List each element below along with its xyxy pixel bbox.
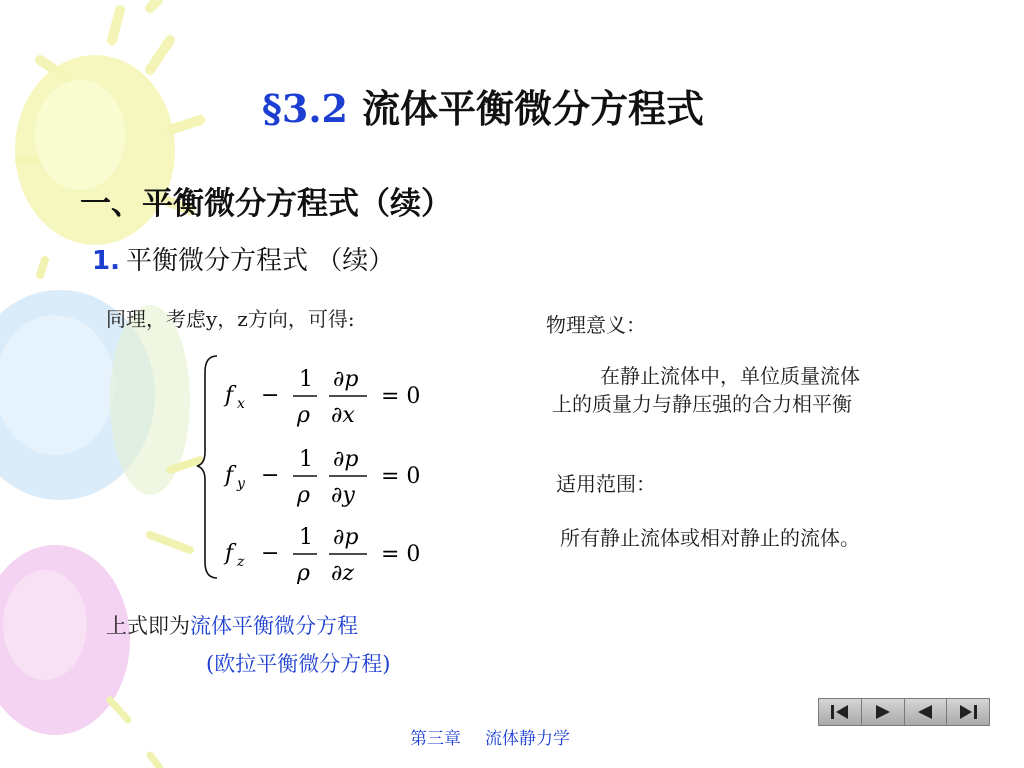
eq2-eq: = 0 — [381, 464, 421, 489]
footer-subject: 流体静力学 — [485, 729, 570, 749]
intro-text: 同理，考虑y，z方向，可得: — [106, 307, 355, 331]
footer-chapter: 第三章 — [410, 729, 461, 749]
slide-footer — [410, 724, 570, 749]
physical-meaning-text — [552, 362, 860, 418]
next-slide-button[interactable] — [862, 699, 905, 725]
equation-row — [223, 447, 420, 508]
section-number: §3.2 — [262, 86, 348, 131]
equation-system — [195, 352, 465, 588]
eq1-dvar: ∂x — [331, 403, 355, 428]
equation-row — [223, 525, 420, 584]
heading-2-number: 1. — [92, 246, 120, 276]
heading-1: 一、平衡微分方程式（续） — [80, 186, 452, 222]
eq1-rho: ρ — [297, 403, 310, 428]
scope-text: 所有静止流体或相对静止的流体。 — [560, 526, 860, 550]
title-text: 流体平衡微分方程式 — [361, 86, 704, 131]
eq2-dvar: ∂y — [331, 483, 355, 508]
eq2-dp: ∂p — [333, 447, 359, 472]
physical-meaning-line-2: 上的质量力与静压强的合力相平衡 — [552, 392, 852, 416]
eq3-sub: z — [237, 554, 245, 570]
eq1-minus: − — [261, 383, 280, 408]
eq1-one: 1 — [299, 367, 313, 392]
heading-2 — [92, 240, 394, 277]
eq1-force: f — [225, 383, 234, 408]
slide-title — [262, 78, 704, 133]
heading-2-text: 平衡微分方程式 （续） — [125, 246, 395, 276]
eq1-sub: x — [237, 396, 245, 412]
eq2-one: 1 — [299, 447, 313, 472]
physical-meaning-line-1: 在静止流体中，单位质量流体 — [600, 364, 860, 388]
eq3-rho: ρ — [297, 561, 310, 584]
first-slide-icon — [827, 702, 853, 722]
eq2-rho: ρ — [297, 483, 310, 508]
previous-slide-icon — [912, 702, 938, 722]
eq3-dp: ∂p — [333, 525, 359, 550]
equations-svg — [195, 352, 465, 584]
left-brace — [197, 356, 217, 578]
eq3-force: f — [225, 541, 234, 566]
slide-navigation — [818, 698, 990, 726]
conclusion-prefix: 上式即为 — [106, 614, 190, 638]
previous-slide-button[interactable] — [905, 699, 948, 725]
eq1-eq: = 0 — [381, 384, 421, 409]
last-slide-icon — [955, 702, 981, 722]
eq1-dp: ∂p — [333, 367, 359, 392]
eq2-sub: y — [237, 476, 245, 492]
eq2-force: f — [225, 463, 234, 488]
next-slide-icon — [870, 702, 896, 722]
conclusion-line-2: (欧拉平衡微分方程) — [206, 652, 391, 676]
eq3-eq: = 0 — [381, 542, 421, 567]
equation-row — [223, 367, 420, 428]
scope-label: 适用范围： — [556, 472, 656, 496]
conclusion-highlight: 流体平衡微分方程 — [190, 614, 358, 638]
physical-meaning-label: 物理意义： — [546, 313, 646, 337]
eq3-one: 1 — [299, 525, 313, 550]
first-slide-button[interactable] — [819, 699, 862, 725]
eq2-minus: − — [261, 463, 280, 488]
last-slide-button[interactable] — [947, 699, 989, 725]
conclusion-line-1 — [106, 610, 358, 640]
eq3-minus: − — [261, 541, 280, 566]
eq3-dvar: ∂z — [331, 561, 354, 584]
